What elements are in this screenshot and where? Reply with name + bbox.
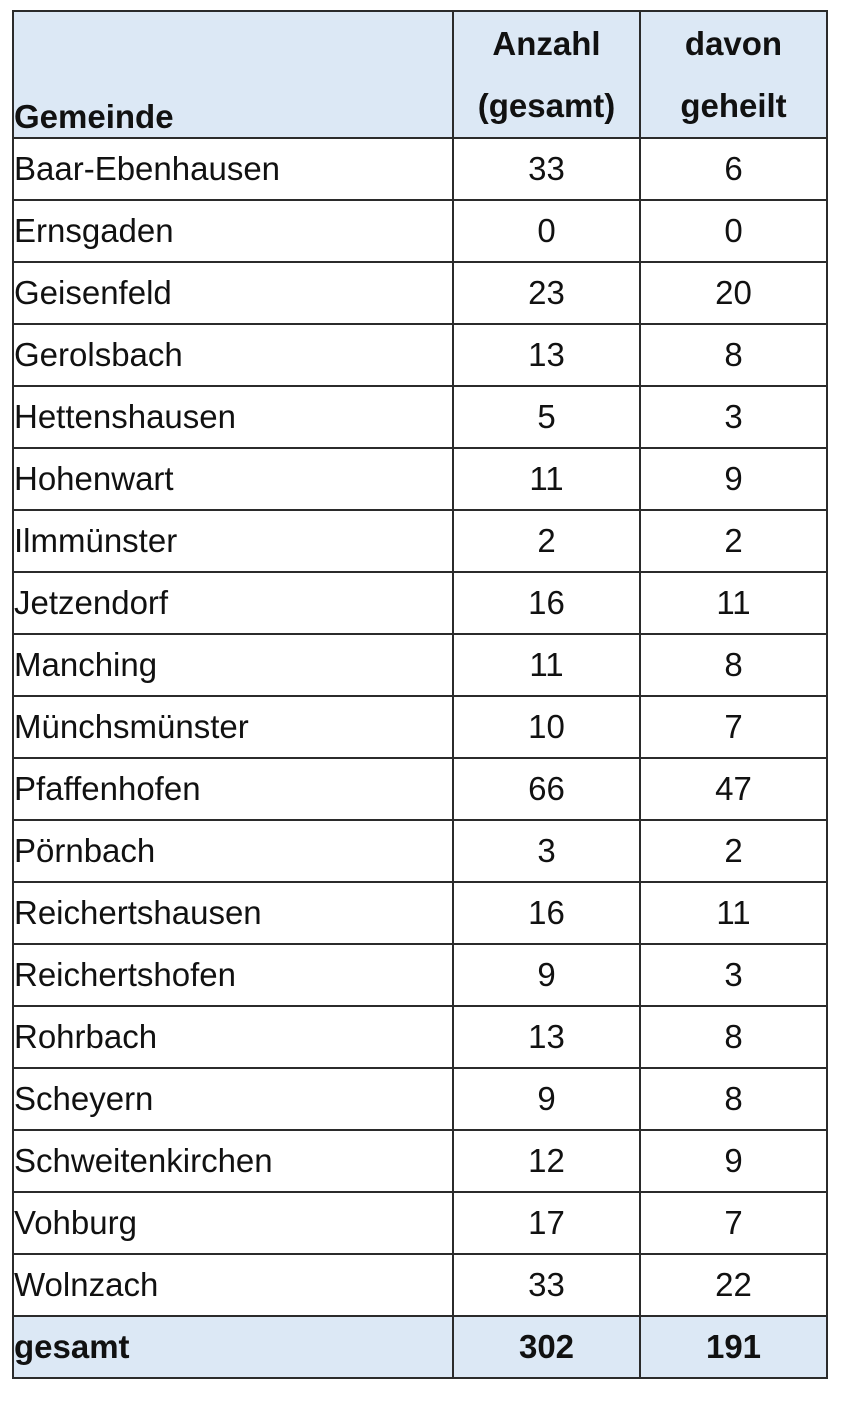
cell-gemeinde: Vohburg (13, 1192, 453, 1254)
cell-gemeinde: Pörnbach (13, 820, 453, 882)
cell-geheilt: 11 (640, 572, 827, 634)
cell-geheilt: 11 (640, 882, 827, 944)
cell-gemeinde: Wolnzach (13, 1254, 453, 1316)
cell-anzahl: 33 (453, 138, 640, 200)
cell-geheilt: 2 (640, 510, 827, 572)
cell-anzahl: 3 (453, 820, 640, 882)
cell-gemeinde: Rohrbach (13, 1006, 453, 1068)
cell-anzahl: 16 (453, 572, 640, 634)
cell-gemeinde: Hettenshausen (13, 386, 453, 448)
table-row (13, 1192, 827, 1254)
header-anzahl-line2: (gesamt) (477, 86, 616, 124)
cell-geheilt: 9 (640, 448, 827, 510)
header-davon-geheilt (640, 11, 827, 138)
header-row (13, 11, 827, 138)
cell-anzahl: 33 (453, 1254, 640, 1316)
table-row (13, 696, 827, 758)
cell-anzahl: 17 (453, 1192, 640, 1254)
table-row (13, 200, 827, 262)
table-body (13, 138, 827, 1316)
cell-anzahl: 10 (453, 696, 640, 758)
cell-geheilt: 8 (640, 1006, 827, 1068)
header-anzahl-line1: Anzahl (492, 24, 601, 62)
cell-gemeinde: Ernsgaden (13, 200, 453, 262)
table-row (13, 324, 827, 386)
cell-gemeinde: Baar-Ebenhausen (13, 138, 453, 200)
cell-geheilt: 3 (640, 944, 827, 1006)
cell-geheilt: 7 (640, 1192, 827, 1254)
cell-geheilt: 2 (640, 820, 827, 882)
cell-anzahl: 66 (453, 758, 640, 820)
cell-geheilt: 8 (640, 1068, 827, 1130)
cases-table (12, 10, 828, 1379)
table-row (13, 1068, 827, 1130)
cell-gemeinde: Pfaffenhofen (13, 758, 453, 820)
cell-anzahl: 9 (453, 1068, 640, 1130)
header-davon-line2: geheilt (680, 86, 787, 124)
cell-gemeinde: Hohenwart (13, 448, 453, 510)
cell-geheilt: 0 (640, 200, 827, 262)
cell-geheilt: 9 (640, 1130, 827, 1192)
table-header (13, 11, 827, 138)
table-row (13, 138, 827, 200)
cell-gemeinde: Scheyern (13, 1068, 453, 1130)
cell-anzahl: 13 (453, 1006, 640, 1068)
table-row (13, 448, 827, 510)
cell-anzahl: 16 (453, 882, 640, 944)
table-row (13, 262, 827, 324)
cell-anzahl: 9 (453, 944, 640, 1006)
cell-geheilt: 3 (640, 386, 827, 448)
cell-gemeinde: Münchsmünster (13, 696, 453, 758)
cell-anzahl: 5 (453, 386, 640, 448)
table-row (13, 820, 827, 882)
table-row (13, 1130, 827, 1192)
table-row (13, 510, 827, 572)
table-row (13, 1006, 827, 1068)
table-footer (13, 1316, 827, 1378)
cell-geheilt: 22 (640, 1254, 827, 1316)
table-row (13, 882, 827, 944)
total-anzahl: 302 (453, 1316, 640, 1378)
cell-gemeinde: Reichertshausen (13, 882, 453, 944)
table-row (13, 944, 827, 1006)
table-row (13, 634, 827, 696)
cell-geheilt: 7 (640, 696, 827, 758)
table-row (13, 572, 827, 634)
cell-gemeinde: Manching (13, 634, 453, 696)
table-row (13, 386, 827, 448)
cell-anzahl: 2 (453, 510, 640, 572)
cell-gemeinde: Geisenfeld (13, 262, 453, 324)
cell-anzahl: 0 (453, 200, 640, 262)
header-gemeinde: Gemeinde (13, 11, 453, 138)
cell-gemeinde: Jetzendorf (13, 572, 453, 634)
cell-anzahl: 11 (453, 448, 640, 510)
header-anzahl (453, 11, 640, 138)
cell-geheilt: 8 (640, 634, 827, 696)
cell-anzahl: 23 (453, 262, 640, 324)
cell-anzahl: 11 (453, 634, 640, 696)
header-davon-line1: davon (684, 24, 783, 62)
cell-anzahl: 13 (453, 324, 640, 386)
total-row (13, 1316, 827, 1378)
total-label: gesamt (13, 1316, 453, 1378)
total-geheilt: 191 (640, 1316, 827, 1378)
cell-geheilt: 8 (640, 324, 827, 386)
cell-gemeinde: Schweitenkirchen (13, 1130, 453, 1192)
table-row (13, 1254, 827, 1316)
cell-anzahl: 12 (453, 1130, 640, 1192)
table-row (13, 758, 827, 820)
cell-geheilt: 20 (640, 262, 827, 324)
cell-geheilt: 47 (640, 758, 827, 820)
cell-gemeinde: Ilmmünster (13, 510, 453, 572)
cell-gemeinde: Reichertshofen (13, 944, 453, 1006)
cell-geheilt: 6 (640, 138, 827, 200)
cell-gemeinde: Gerolsbach (13, 324, 453, 386)
